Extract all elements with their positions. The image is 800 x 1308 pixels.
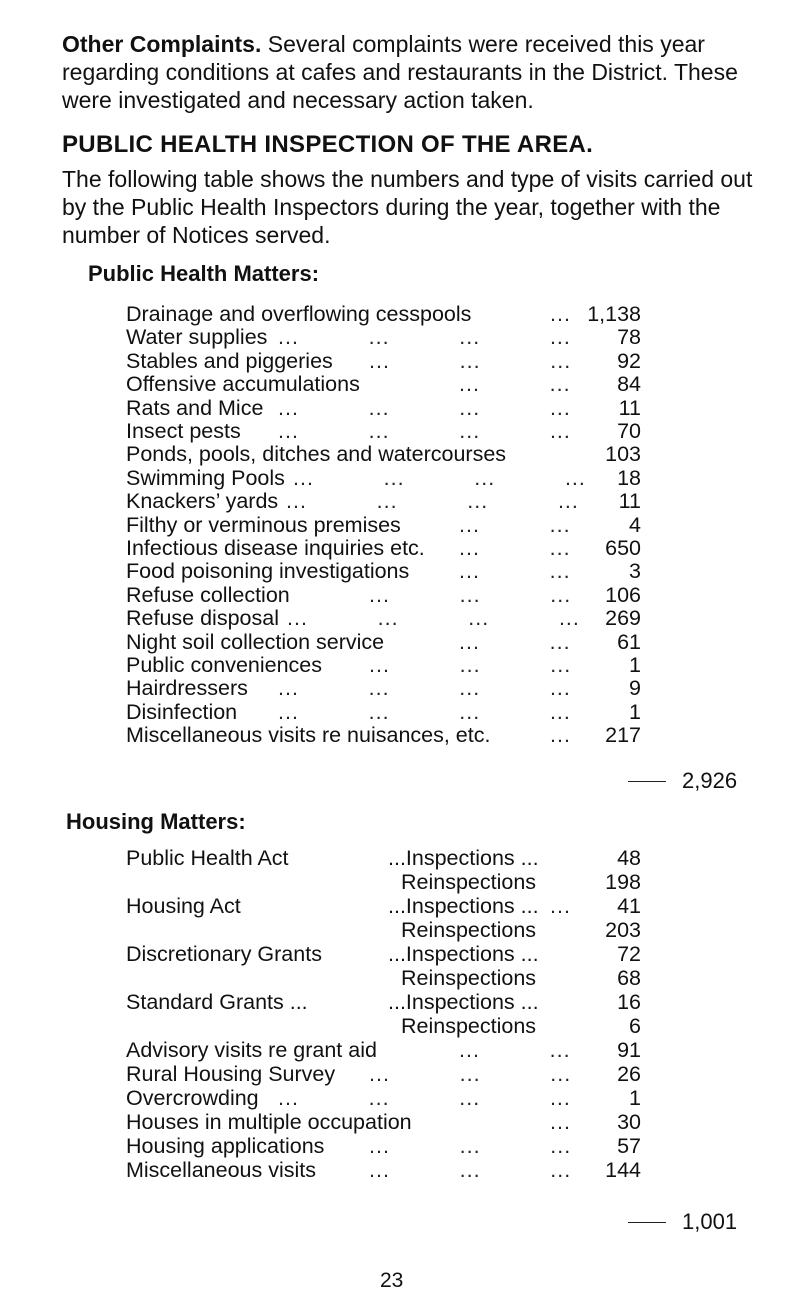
row-value: 91	[617, 1038, 641, 1062]
row-value: 3	[629, 559, 641, 584]
row-label: Ponds, pools, ditches and watercourses	[126, 442, 507, 467]
row-leader-dots: ... ... ...	[369, 1062, 572, 1086]
row-value: 103	[605, 442, 641, 467]
row-label: Rural Housing Survey	[126, 1062, 336, 1086]
table-row	[126, 465, 641, 491]
table-row	[126, 488, 641, 514]
row-label: Hairdressers	[126, 676, 248, 701]
housing-title: Housing Matters:	[66, 809, 246, 834]
housing-total-rule	[628, 1222, 666, 1223]
row-leader-dots: ... ...	[459, 559, 571, 584]
row-sublabel: Reinspections	[401, 870, 537, 894]
row-value: 78	[617, 325, 641, 350]
table-row	[126, 605, 641, 631]
row-value: 650	[605, 536, 641, 560]
row-value: 106	[605, 582, 641, 607]
row-value: 26	[617, 1062, 641, 1086]
row-leader-dots: ... ...	[459, 512, 571, 537]
row-leader-dots: ... ...	[459, 1038, 571, 1062]
table-row	[126, 965, 641, 991]
row-label: Discretionary Grants	[126, 942, 322, 966]
row-sublabel: ...Inspections ...	[388, 894, 539, 918]
row-label: Refuse disposal	[126, 606, 279, 631]
table-row	[126, 324, 641, 350]
table-row	[126, 675, 641, 701]
row-label: Public Health Act	[126, 846, 289, 870]
row-value: 70	[617, 419, 641, 443]
table-row	[126, 535, 641, 561]
table-row	[126, 917, 641, 943]
row-label: Housing Act	[126, 894, 241, 918]
row-label: Standard Grants ...	[126, 990, 308, 1014]
row-sublabel: ...Inspections ...	[388, 990, 539, 1014]
row-label: Miscellaneous visits	[126, 1158, 316, 1182]
public-health-total: 2,926	[682, 768, 738, 793]
row-sublabel: ...Inspections ...	[388, 846, 539, 870]
table-row	[126, 699, 641, 725]
table-row	[126, 1133, 641, 1159]
table-row	[126, 371, 641, 397]
table-row	[126, 722, 641, 748]
section-paragraph: The following table shows the numbers and type of visits carried out by the Public Health Inspectors during the year, together with the number of Notices served.	[62, 166, 753, 248]
row-label: Disinfection	[126, 699, 238, 724]
table-row	[126, 558, 641, 584]
row-leader-dots: ... ... ...	[369, 582, 572, 607]
row-label: Public conveniences	[126, 653, 323, 677]
section-title: PUBLIC HEALTH INSPECTION OF THE AREA.	[62, 131, 594, 158]
intro-paragraph	[62, 30, 782, 114]
row-value: 1	[629, 1086, 641, 1110]
row-value: 48	[617, 846, 641, 870]
row-label: Offensive accumulations	[126, 372, 360, 397]
table-row	[126, 941, 641, 967]
row-sublabel: ...Inspections ...	[388, 942, 539, 966]
row-leader-dots: ... ... ... ...	[278, 699, 571, 724]
row-value: 18	[617, 465, 641, 490]
table-row	[126, 1061, 641, 1087]
table-row	[126, 989, 641, 1015]
table-row	[126, 1013, 641, 1039]
row-value: 203	[605, 918, 641, 942]
row-value: 68	[617, 966, 641, 990]
table-row	[126, 1037, 641, 1063]
row-label: Swimming Pools	[126, 465, 285, 490]
row-value: 198	[605, 870, 641, 894]
table-row	[126, 893, 641, 919]
row-leader-dots: ... ...	[459, 372, 571, 397]
row-leader-dots: ... ... ... ...	[287, 606, 580, 631]
row-value: 41	[617, 894, 641, 918]
table-row	[126, 418, 641, 444]
row-label: Water supplies	[126, 325, 268, 350]
row-label: Refuse collection	[126, 582, 290, 607]
public-health-title: Public Health Matters:	[88, 261, 320, 286]
row-value: 30	[617, 1110, 641, 1134]
table-row	[126, 301, 641, 327]
page-number: 23	[380, 1269, 404, 1292]
table-row	[126, 395, 641, 421]
row-label: Advisory visits re grant aid	[126, 1038, 377, 1062]
row-label: Filthy or verminous premises	[126, 512, 401, 537]
table-row	[126, 441, 641, 467]
row-sublabel: Reinspections	[401, 1014, 537, 1038]
row-value: 11	[618, 489, 641, 514]
row-label: Houses in multiple occupation	[126, 1110, 412, 1134]
public-health-total-rule	[628, 781, 666, 782]
table-row	[126, 869, 641, 895]
housing-total: 1,001	[682, 1209, 738, 1234]
row-leader-dots: ... ... ... ...	[293, 465, 586, 490]
table-row	[126, 1157, 641, 1183]
table-row	[126, 629, 641, 655]
row-leader-dots: ... ...	[459, 629, 571, 654]
table-row	[126, 1085, 641, 1111]
row-value: 6	[629, 1014, 641, 1038]
row-value: 72	[617, 942, 641, 966]
row-value: 269	[605, 606, 641, 631]
table-row	[126, 512, 641, 538]
row-label: Stables and piggeries	[126, 348, 333, 373]
intro-lead: Other Complaints.	[62, 31, 262, 57]
table-row	[126, 582, 641, 608]
row-leader-dots: ... ...	[459, 536, 571, 560]
row-leader-dots: ...	[550, 723, 571, 748]
row-label: Miscellaneous visits re nuisances, etc.	[126, 723, 491, 748]
row-value: 84	[617, 372, 641, 397]
intro-body: Several complaints were received this year regarding conditions at cafes and restaurants in the District. These were investigated and necessary action taken.	[62, 31, 738, 113]
row-leader-dots: ... ... ... ...	[278, 325, 571, 350]
row-leader-dots: ... ... ... ...	[278, 1086, 571, 1110]
row-value: 1	[629, 653, 641, 677]
row-leader-dots: ... ... ... ...	[278, 419, 571, 443]
row-value: 57	[617, 1134, 641, 1158]
row-value: 16	[617, 990, 641, 1014]
row-sublabel: Reinspections	[401, 966, 537, 990]
row-value: 4	[629, 512, 641, 537]
row-leader-dots: ... ... ... ...	[278, 395, 571, 420]
row-value: 1	[629, 699, 641, 724]
row-value: 61	[617, 629, 641, 654]
row-value: 92	[617, 348, 641, 373]
row-sublabel: Reinspections	[401, 918, 537, 942]
row-label: Overcrowding	[126, 1086, 259, 1110]
row-label: Infectious disease inquiries etc.	[126, 536, 425, 560]
row-value: 1,138	[587, 302, 641, 326]
row-label: Rats and Mice	[126, 395, 264, 420]
row-value: 9	[629, 676, 641, 701]
row-leader-dots: ... ... ... ...	[278, 676, 571, 701]
row-leader-dots: ... ... ...	[369, 1134, 572, 1158]
row-leader-dots: ... ... ... ...	[286, 489, 579, 514]
row-value: 217	[605, 723, 641, 748]
row-label: Food poisoning investigations	[126, 559, 410, 584]
row-leader-dots: ...	[550, 894, 571, 918]
row-leader-dots: ...	[550, 302, 571, 326]
row-label: Insect pests	[126, 419, 241, 443]
row-value: 144	[605, 1158, 641, 1182]
table-row	[126, 845, 641, 871]
row-leader-dots: ... ... ...	[369, 348, 572, 373]
row-leader-dots: ... ... ...	[369, 1158, 572, 1182]
row-leader-dots: ... ... ...	[369, 653, 572, 677]
row-label: Housing applications	[126, 1134, 325, 1158]
row-value: 11	[618, 395, 641, 420]
table-row	[126, 348, 641, 374]
row-label: Drainage and overflowing cesspools	[126, 302, 472, 326]
row-leader-dots: ...	[550, 1110, 571, 1134]
row-label: Knackers’ yards	[126, 489, 279, 514]
table-row	[126, 652, 641, 678]
table-row	[126, 1109, 641, 1135]
row-label: Night soil collection service	[126, 629, 385, 654]
